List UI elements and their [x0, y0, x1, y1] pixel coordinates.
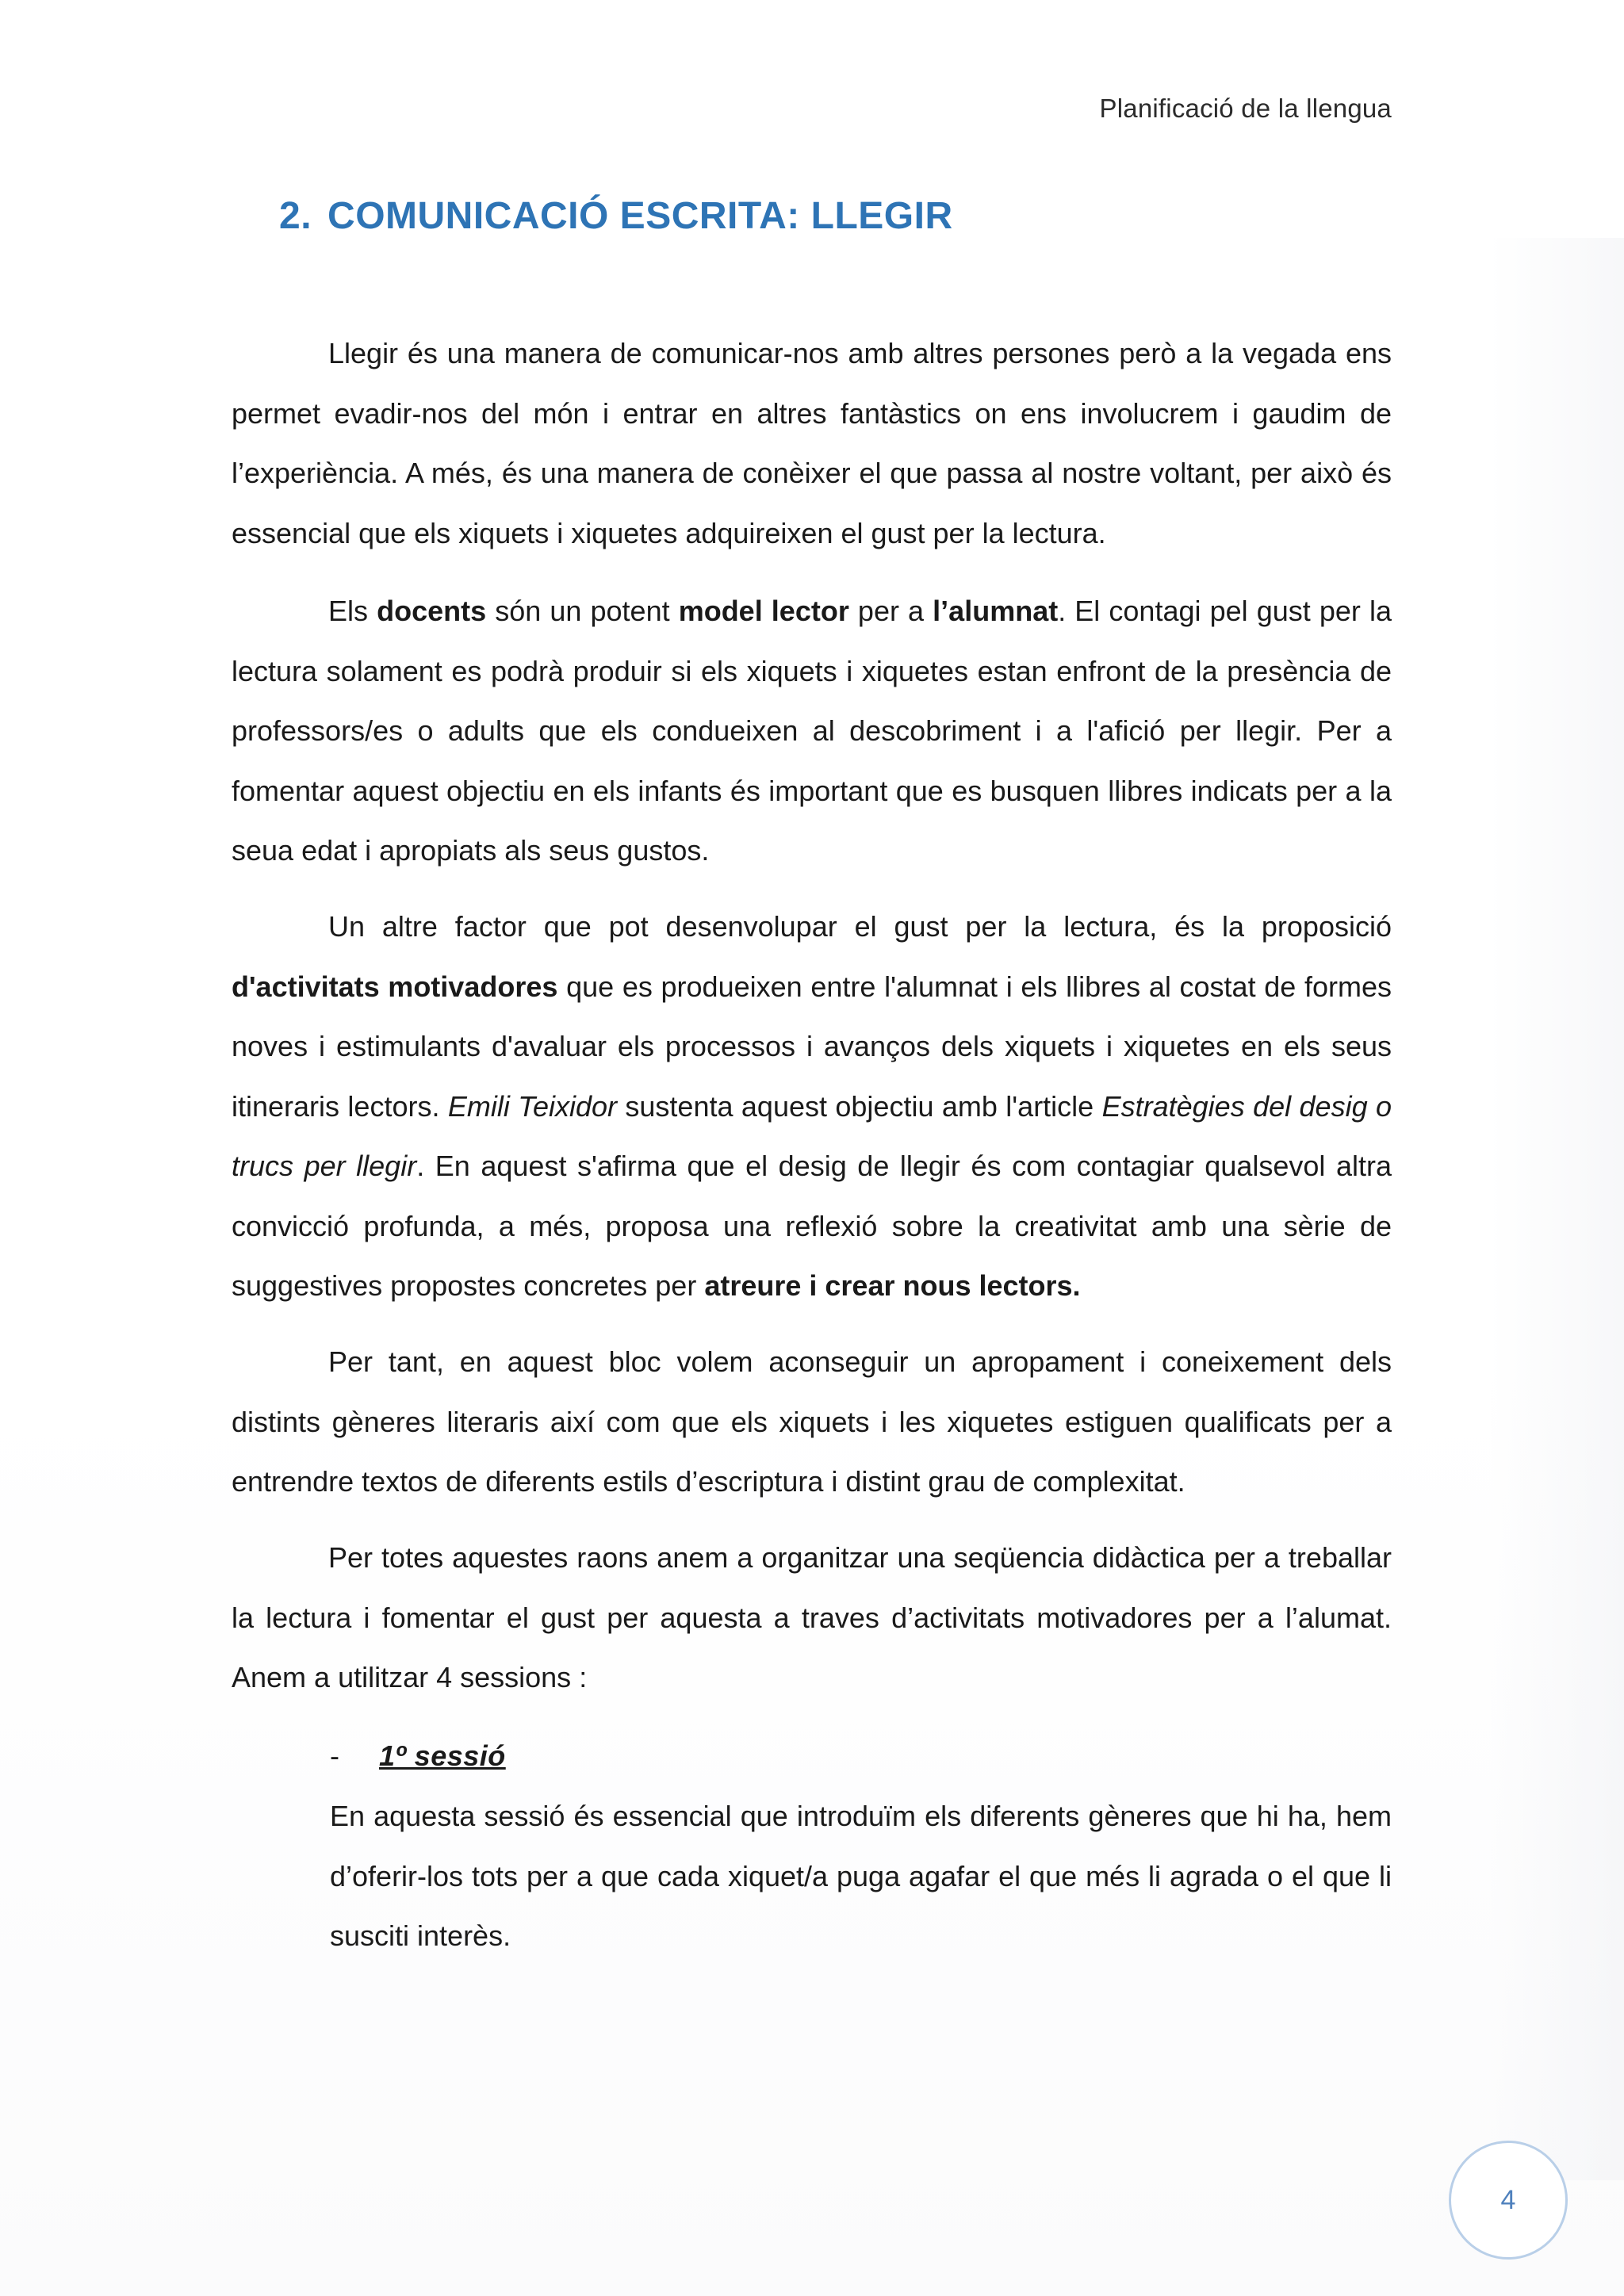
italic-author-name: Emili Teixidor: [447, 1089, 618, 1123]
paragraph-3: [232, 897, 1392, 1316]
paragraph-1-text: Llegir és una manera de comunicar-nos amb altres persones però a la vegada ens permet evadir-nos del món i entrar en altres fantàstics on ens involucrem i gaudim de l’experiència. A més, és una manera de conèixer el que passa al nostre voltant, per això és essencial que els xiquets i xiquetes adquireixen el gust per la lectura.: [232, 337, 1392, 549]
section-title: COMUNICACIÓ ESCRITA: LLEGIR: [327, 195, 953, 237]
paragraph-2: [232, 581, 1392, 881]
paragraph-5-text: Per totes aquestes raons anem a organitzar una seqüencia didàctica per a treballar la lectura i fomentar el gust per aquesta a traves d’activitats motivadores per a l’alumat. Anem a utilitzar 4 sessions :: [232, 1541, 1392, 1693]
bold-activitats-motivadores: d'activitats motivadores: [232, 970, 558, 1003]
text-run: són un potent: [486, 595, 679, 627]
text-run: que es produeixen entre l'alumnat i els llibres al costat de formes noves i estimulants d'avaluar els processos i avanços dels xiquets i xiquetes en els seus itineraris lectors.: [232, 970, 1392, 1123]
running-header: Planificació de la llengua: [1099, 94, 1392, 123]
section-number: 2.: [279, 195, 312, 237]
page-number: 4: [1500, 2184, 1516, 2215]
session-title: 1º sessió: [379, 1739, 506, 1772]
bold-atreure-lectors: atreure i crear nous lectors.: [704, 1269, 1081, 1302]
page-number-badge: [1449, 2141, 1568, 2260]
bold-docents: docents: [377, 595, 487, 627]
text-run: . El contagi pel gust per la lectura solament es podrà produir si els xiquets i xiquetes estan enfront de la presència de professors/es o adults que els condueixen al descobriment i a l'afició per llegir. Per a fomentar aquest objectiu en els infants és important que es busquen llibres indicats per a la seua edat i apropiats als seus gustos.: [232, 595, 1392, 867]
section-heading: [279, 194, 953, 238]
text-run: Els: [328, 595, 377, 627]
text-run: . En aquest s'afirma que el desig de llegir és com contagiar qualsevol altra convicció profunda, a més, proposa una reflexió sobre la creativitat amb una sèrie de suggestives propostes concretes per: [232, 1150, 1392, 1302]
session-description: En aquesta sessió és essencial que introduïm els diferents gèneres que hi ha, hem d’oferir-los tots per a que cada xiquet/a puga agafar el que més li agrada o el que li susciti interès.: [330, 1800, 1392, 1952]
paragraph-4-text: Per tant, en aquest bloc volem aconseguir un apropament i coneixement dels distints gèneres literaris així com que els xiquets i les xiquetes estiguen qualificats per a entrendre textos de diferents estils d’escriptura i distint grau de complexitat.: [232, 1345, 1392, 1498]
italic-article-title: Estratègies del desig o trucs per llegir: [232, 1089, 1392, 1182]
text-run: sustenta aquest objectiu amb l'article: [617, 1089, 1102, 1123]
paragraph-3-text: [232, 897, 1392, 1316]
list-dash: -: [330, 1739, 339, 1772]
paragraph-2-text: [232, 581, 1392, 881]
bold-alumnat: l’alumnat: [933, 595, 1059, 627]
session-list-item: [330, 1726, 506, 1786]
text-run: per a: [848, 595, 933, 627]
paragraph-5: [232, 1528, 1392, 1708]
paragraph-1: [232, 323, 1392, 563]
bold-model-lector: model lector: [678, 595, 849, 627]
paragraph-4: [232, 1332, 1392, 1512]
text-run: Un altre factor que pot desenvolupar el gust per la lectura, és la proposició: [328, 910, 1392, 943]
